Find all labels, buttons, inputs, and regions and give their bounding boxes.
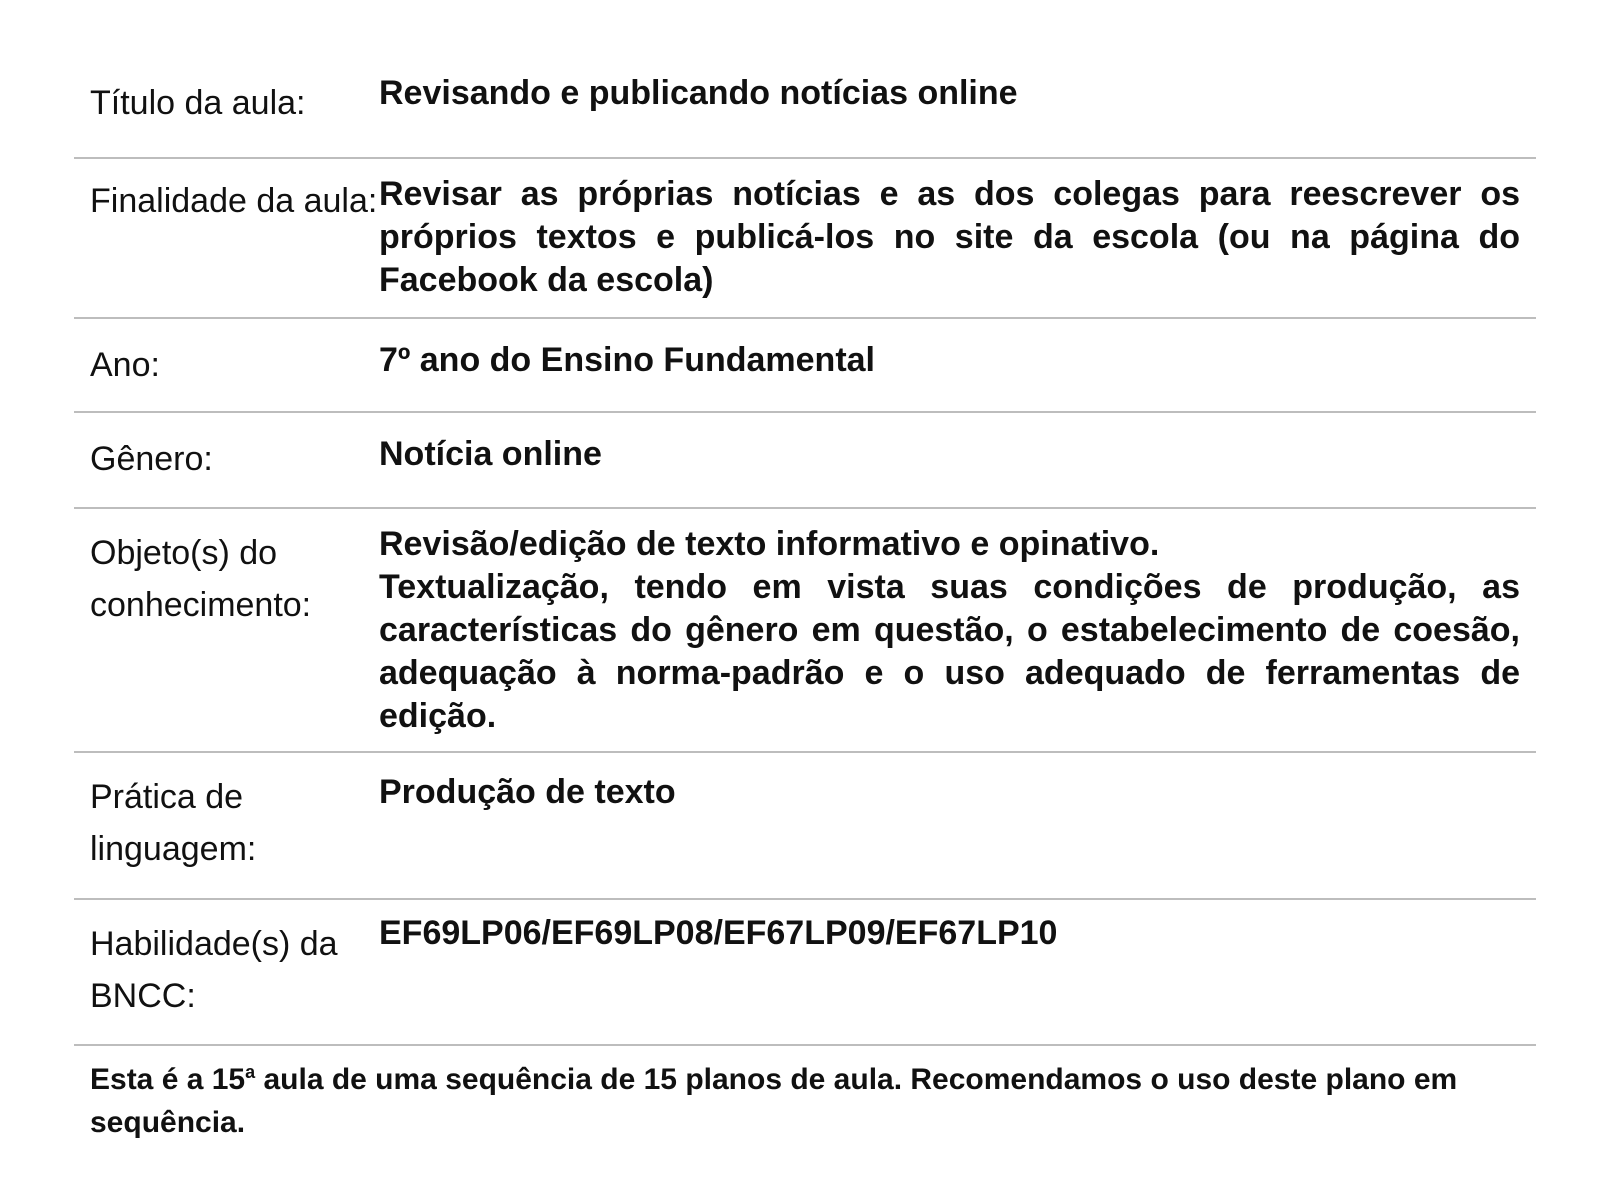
row-value: EF69LP06/EF69LP08/EF67LP09/EF67LP10 xyxy=(379,914,1058,952)
table-row-finalidade xyxy=(74,159,1536,319)
row-value: 7º ano do Ensino Fundamental xyxy=(379,341,876,379)
row-label: Gênero: xyxy=(90,440,213,478)
table-row-pratica xyxy=(74,753,1536,900)
table-row-ano xyxy=(74,319,1536,413)
note-text-end: aula de uma sequência de 15 planos de aula. Recomendamos o uso deste plano em sequência. xyxy=(90,1063,1458,1139)
note-ordinal: a xyxy=(245,1062,256,1082)
lesson-plan-table xyxy=(74,48,1536,1144)
row-label: Ano: xyxy=(90,346,160,384)
row-value-line: Textualização, tendo em vista suas condições de produção, as características do gênero em questão, o estabelecimento de coesão, adequação à norma-padrão e o uso adequado de ferramentas de edição. xyxy=(379,568,1520,735)
row-label: Objeto(s) do conhecimento: xyxy=(90,534,312,624)
row-label: Prática de linguagem: xyxy=(90,778,257,868)
row-label: Habilidade(s) da BNCC: xyxy=(90,925,338,1015)
row-value: Notícia online xyxy=(379,435,602,473)
table-row-habilidades xyxy=(74,900,1536,1046)
row-value xyxy=(379,509,1536,751)
row-value: Revisar as próprias notícias e as dos colegas para reescrever os próprios textos e publicá-los no site da escola (ou na página do Facebook da escola) xyxy=(379,175,1520,299)
table-row-genero xyxy=(74,413,1536,509)
row-value-line: Revisão/edição de texto informativo e opinativo. xyxy=(379,525,1160,563)
sequence-note xyxy=(74,1046,1536,1144)
table-row-titulo xyxy=(74,48,1536,159)
table-row-objetos xyxy=(74,509,1536,753)
row-value: Revisando e publicando notícias online xyxy=(379,74,1018,112)
note-text-start: Esta é a 15 xyxy=(90,1063,246,1096)
row-label: Título da aula: xyxy=(90,84,306,122)
row-value: Produção de texto xyxy=(379,773,676,811)
row-label: Finalidade da aula: xyxy=(90,182,378,220)
